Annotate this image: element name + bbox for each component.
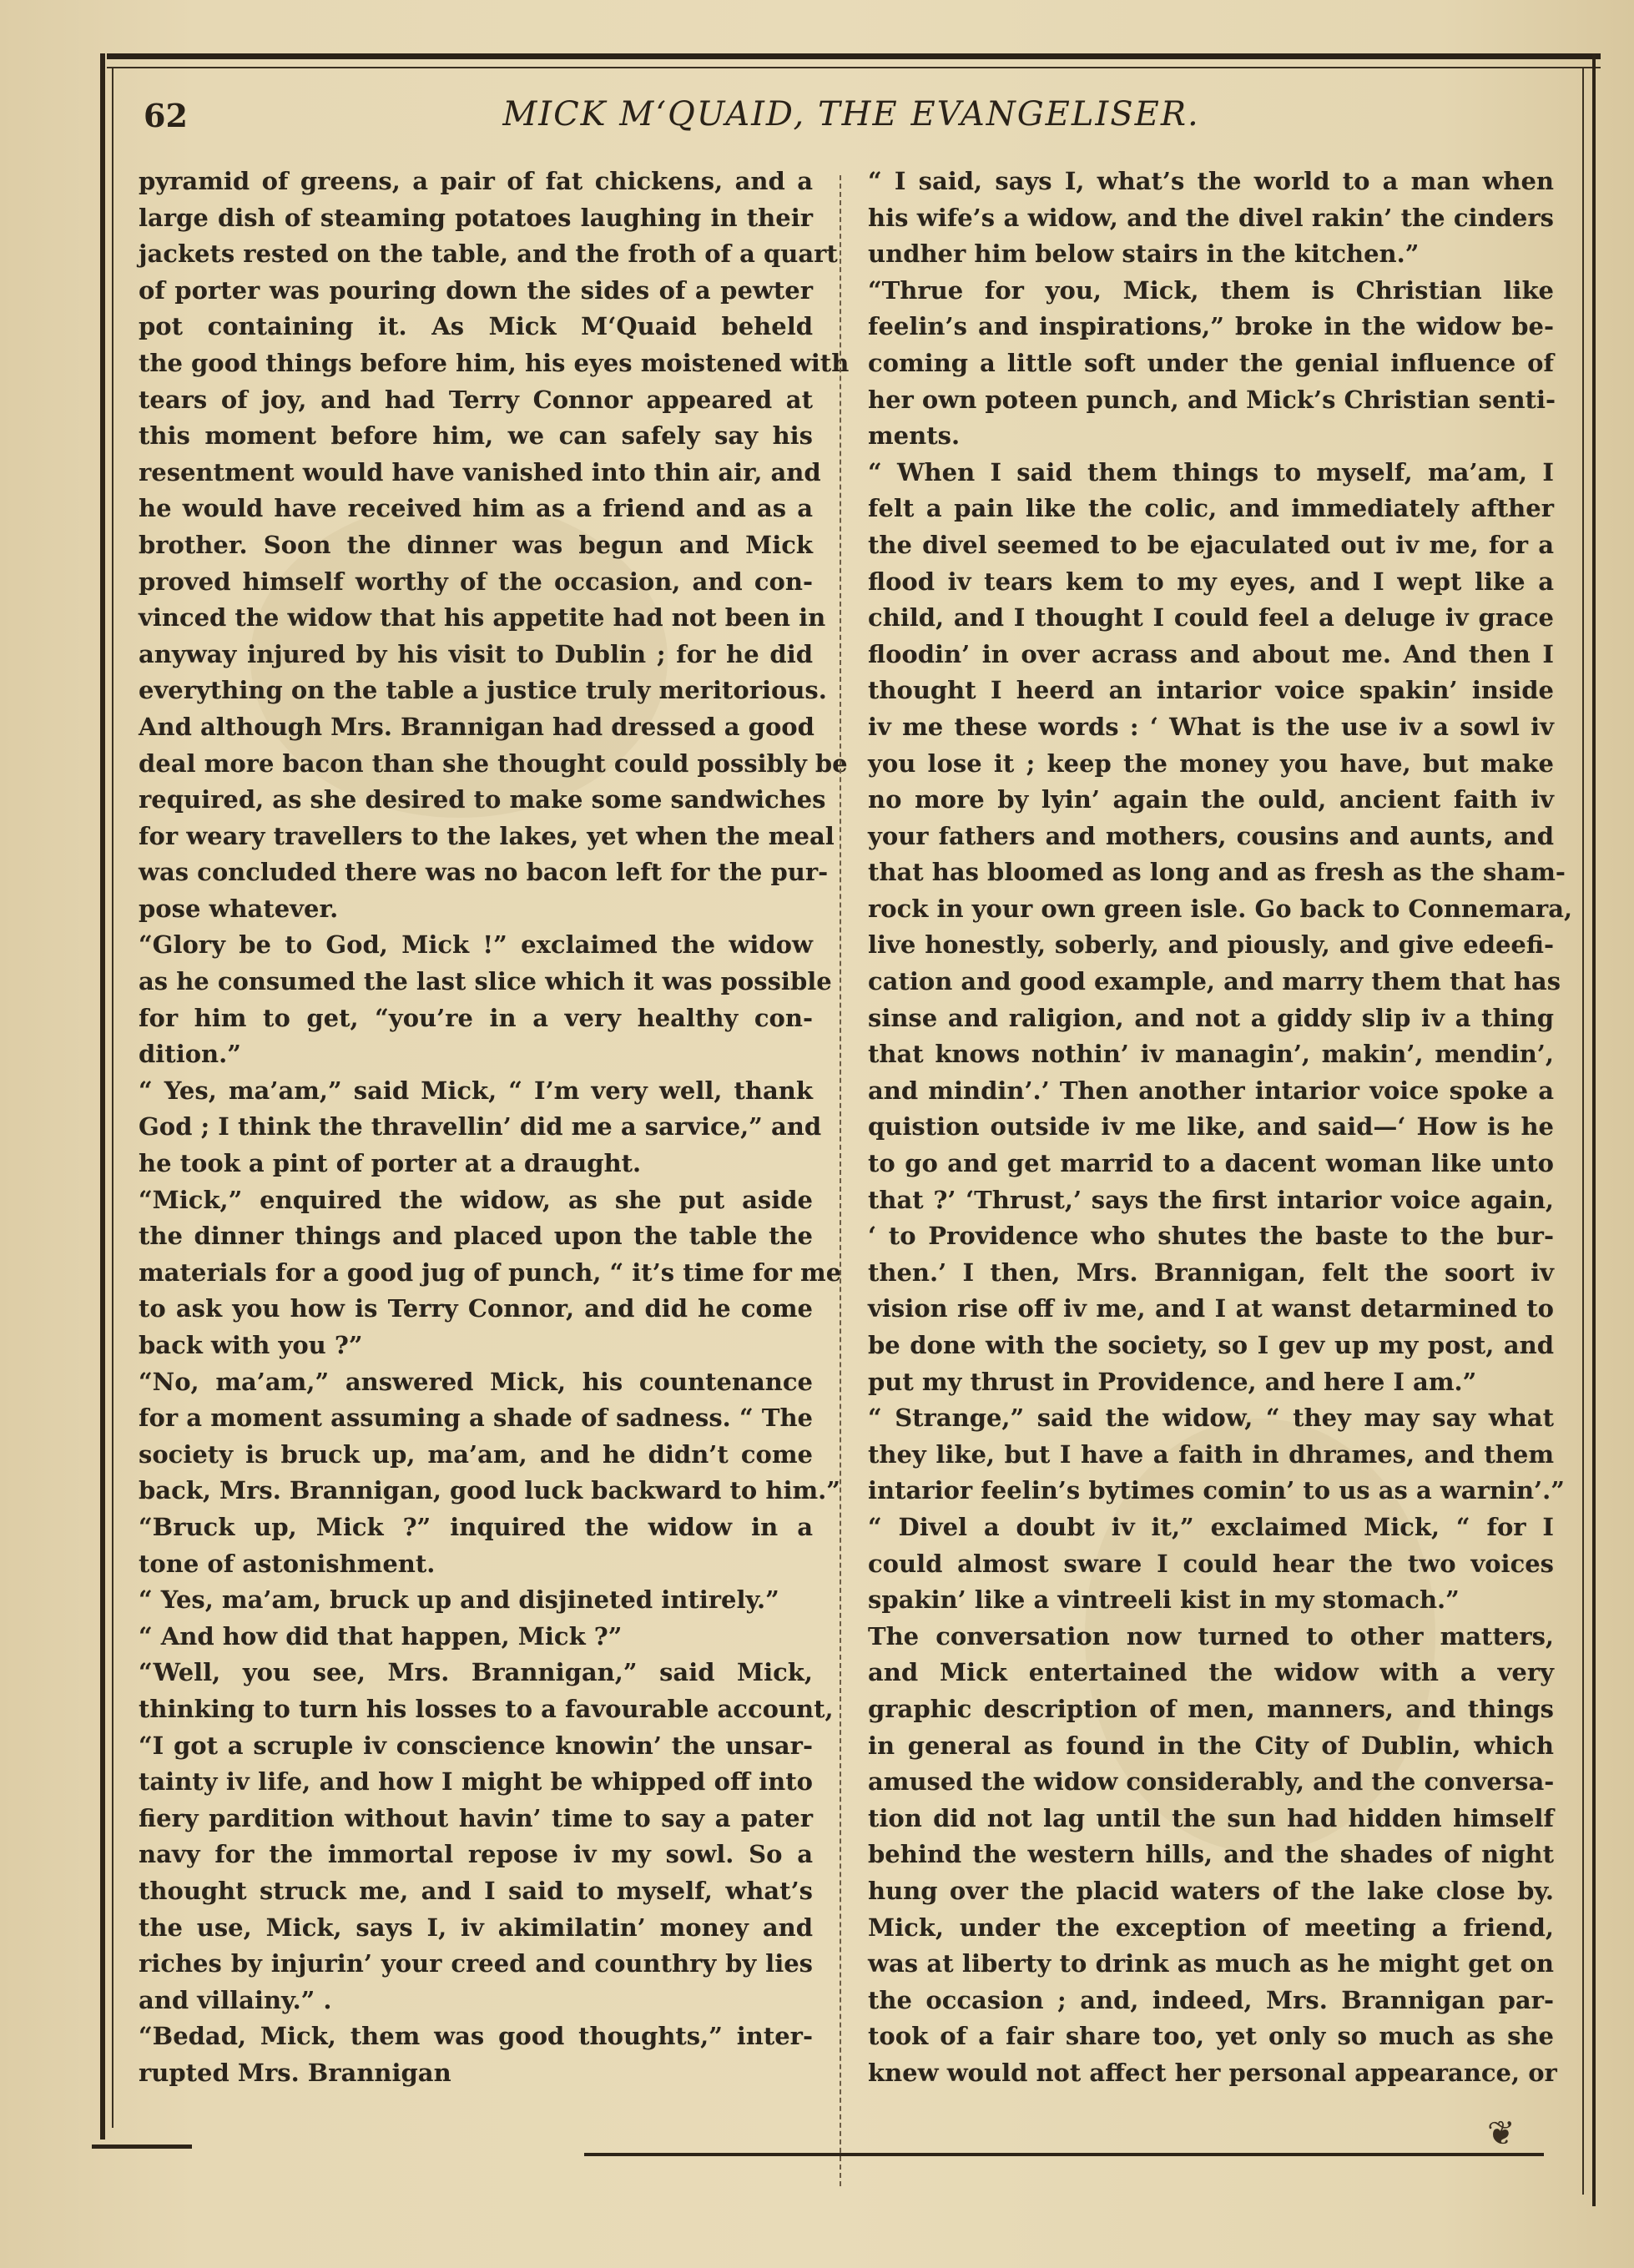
bottom-rule-left [92,2145,192,2149]
text-line: back, Mrs. Brannigan, good luck backward to him.” [139,1476,840,1505]
text-line: was at liberty to drink as much as he might get on [868,1949,1554,1978]
bottom-rule [584,2153,1544,2156]
text-line: flood iv tears kem to my eyes, and I wept like a [868,567,1554,596]
text-line: the dinner things and placed upon the table the [139,1222,813,1251]
text-line: “ Yes, ma’am, bruck up and disjineted intirely.” [139,1585,779,1615]
text-line: proved himself worthy of the occasion, and con- [139,567,813,596]
text-line: behind the western hills, and the shades of night [868,1840,1554,1869]
text-line: everything on the table a justice truly meritorious. [139,676,827,705]
text-line: rock in your own green isle. Go back to Connemara, [868,894,1573,923]
text-line: society is bruck up, ma’am, and he didn’t come [139,1439,813,1469]
text-line: be done with the society, so I gev up my post, and [868,1331,1554,1359]
text-line: pyramid of greens, a pair of fat chickens, and a [139,167,813,195]
text-line: navy for the immortal repose iv my sowl. So a [139,1840,813,1869]
text-line: thought struck me, and I said to myself, what’s [139,1876,813,1905]
text-line: your fathers and mothers, cousins and aunts, and [868,821,1554,850]
text-line: “Thrue for you, Mick, them is Christian like [868,275,1554,305]
text-line: rupted Mrs. Brannigan [139,2058,451,2087]
text-line: And although Mrs. Brannigan had dressed a good [139,712,814,741]
text-line: “I got a scruple iv conscience knowin’ the unsar- [139,1731,813,1760]
text-line: spakin’ like a vintreeli kist in my stomach.” [868,1585,1460,1615]
text-line: feelin’s and inspirations,” broke in the widow be- [868,312,1554,341]
text-line: undher him below stairs in the kitchen.” [868,239,1420,269]
text-line: that knows nothin’ iv managin’, makin’, mendin’, [868,1040,1554,1069]
text-line: and Mick entertained the widow with a very [868,1658,1554,1687]
text-line: fiery pardition without havin’ time to say a pater [139,1803,813,1832]
right-frame-rule [1592,53,1596,2206]
text-line: that has bloomed as long and as fresh as the sham- [868,858,1566,887]
right-column [868,164,1573,2091]
text-line: as he consumed the last slice which it was possible [139,967,832,996]
text-line: they like, but I have a faith in dhrames, and them [868,1439,1554,1469]
text-line: her own poteen punch, and Mick’s Christian senti- [868,385,1556,414]
text-line: to go and get marrid to a dacent woman like unto [868,1149,1554,1178]
text-line: this moment before him, we can safely say his [139,421,813,451]
text-line: child, and I thought I could feel a deluge iv grace [868,603,1554,633]
text-line: live honestly, soberly, and piously, and give edeefi- [868,930,1554,960]
text-line: “ Yes, ma’am,” said Mick, “ I’m very well, thank [139,1076,813,1105]
text-line: riches by injurin’ your creed and counthry by lies [139,1949,813,1978]
text-line: hung over the placid waters of the lake close by. [868,1876,1554,1905]
text-line: his wife’s a widow, and the divel rakin’ the cinders [868,203,1554,232]
text-line: required, as she desired to make some sandwiches [139,785,826,814]
text-line: in general as found in the City of Dublin, which [868,1731,1554,1760]
text-line: ‘ to Providence who shutes the baste to the bur- [868,1222,1554,1251]
text-line: he would have received him as a friend and as a [139,494,813,523]
text-line: deal more bacon than she thought could possibly be [139,748,848,778]
text-line: no more by lyin’ again the ould, ancient faith iv [868,785,1554,814]
text-line: brother. Soon the dinner was begun and Mick [139,530,813,559]
text-line: of porter was pouring down the sides of a pewter [139,275,813,305]
text-line: “Glory be to God, Mick !” exclaimed the widow [139,930,813,960]
text-line: “Mick,” enquired the widow, as she put aside [139,1185,813,1214]
text-line: Mick, under the exception of meeting a friend, [868,1913,1554,1942]
left-frame-rule [100,53,105,2139]
left-column [139,164,850,2091]
text-line: the occasion ; and, indeed, Mrs. Brannigan par- [868,1985,1554,2014]
text-line: pose whatever. [139,894,339,923]
text-line: felt a pain like the colic, and immediately afther [868,494,1554,523]
text-line: “ I said, says I, what’s the world to a man when [868,167,1554,195]
top-rule-thin [107,67,1601,68]
text-line: vinced the widow that his appetite had not been in [139,603,826,633]
text-line: and mindin’.’ Then another intarior voice spoke a [868,1076,1554,1105]
page-number: 62 [144,97,188,134]
text-line: intarior feelin’s bytimes comin’ to us as a warnin’.” [868,1476,1565,1505]
text-line: “ Divel a doubt iv it,” exclaimed Mick, “ for I [868,1512,1554,1541]
text-line: “Bruck up, Mick ?” inquired the widow in a [139,1512,813,1541]
text-line: thinking to turn his losses to a favourable account, [139,1694,834,1723]
text-line: for him to get, “you’re in a very healthy con- [139,1003,813,1032]
text-line: graphic description of men, manners, and things [868,1694,1554,1723]
text-line: iv me these words : ‘ What is the use iv a sowl iv [868,712,1554,741]
text-line: the use, Mick, says I, iv akimilatin’ money and [139,1913,813,1942]
text-line: was concluded there was no bacon left for the pur- [139,858,829,887]
text-line: floodin’ in over acrass and about me. And then I [868,639,1554,668]
text-line: took of a fair share too, yet only so much as she [868,2022,1554,2051]
text-line: anyway injured by his visit to Dublin ; for he did [139,639,813,668]
text-line: you lose it ; keep the money you have, but make [868,748,1554,778]
text-line: amused the widow considerably, and the conversa- [868,1767,1555,1797]
text-line: to ask you how is Terry Connor, and did he come [139,1294,813,1323]
right-frame-inner-rule [1582,67,1584,2195]
text-line: “ When I said them things to myself, ma’am, I [868,457,1554,486]
text-line: quistion outside iv me like, and said—‘ How is he [868,1112,1554,1142]
text-line: God ; I think the thravellin’ did me a sarvice,” and [139,1112,822,1142]
text-line: for a moment assuming a shade of sadness. “ The [139,1404,813,1433]
text-line: then.’ I then, Mrs. Brannigan, felt the soort iv [868,1257,1554,1287]
top-rule [107,53,1601,59]
text-line: pot containing it. As Mick M‘Quaid beheld [139,312,813,341]
text-line: The conversation now turned to other matters, [868,1621,1554,1651]
text-line: resentment would have vanished into thin air, and [139,457,821,486]
text-line: he took a pint of porter at a draught. [139,1149,642,1178]
text-line: “ Strange,” said the widow, “ they may say what [868,1404,1554,1433]
text-line: knew would not affect her personal appearance, or [868,2058,1557,2087]
text-line: thought I heerd an intarior voice spakin’ inside [868,676,1554,705]
text-line: tion did not lag until the sun had hidden himself [868,1803,1554,1832]
text-line: dition.” [139,1040,241,1069]
text-line: cation and good example, and marry them that has [868,967,1561,996]
text-line: jackets rested on the table, and the froth of a quart [139,239,838,269]
column-divider [840,175,841,2186]
text-line: “Bedad, Mick, them was good thoughts,” inter- [139,2022,813,2051]
text-line: tears of joy, and had Terry Connor appeared at [139,385,813,414]
text-line: “No, ma’am,” answered Mick, his countenance [139,1367,813,1396]
text-line: the good things before him, his eyes moistened with [139,348,850,377]
page-header [134,90,1569,140]
text-line: tone of astonishment. [139,1549,436,1578]
text-line: large dish of steaming potatoes laughing in their [139,203,813,232]
text-line: coming a little soft under the genial influence of [868,348,1554,377]
printer-fleuron-icon: ❦ [1487,2114,1515,2153]
text-line: that ?’ ‘Thrust,’ says the first intarior voice again, [868,1185,1554,1214]
running-title: MICK M‘QUAID, THE EVANGELISER. [502,95,1200,134]
left-frame-inner-rule [112,67,113,2128]
text-line: ments. [868,421,961,451]
text-line: and villainy.” . [139,1985,332,2014]
text-line: the divel seemed to be ejaculated out iv me, for a [868,530,1554,559]
text-line: put my thrust in Providence, and here I am.” [868,1367,1477,1396]
text-line: for weary travellers to the lakes, yet when the meal [139,821,835,850]
text-line: “Well, you see, Mrs. Brannigan,” said Mick, [139,1658,813,1687]
text-line: tainty iv life, and how I might be whipped off into [139,1767,813,1797]
text-line: sinse and raligion, and not a giddy slip iv a thing [868,1003,1554,1032]
text-line: materials for a good jug of punch, “ it’s time for me [139,1257,842,1287]
text-line: vision rise off iv me, and I at wanst detarmined to [868,1294,1554,1323]
text-line: could almost sware I could hear the two voices [868,1549,1554,1578]
text-line: back with you ?” [139,1331,363,1359]
text-line: “ And how did that happen, Mick ?” [139,1621,623,1651]
